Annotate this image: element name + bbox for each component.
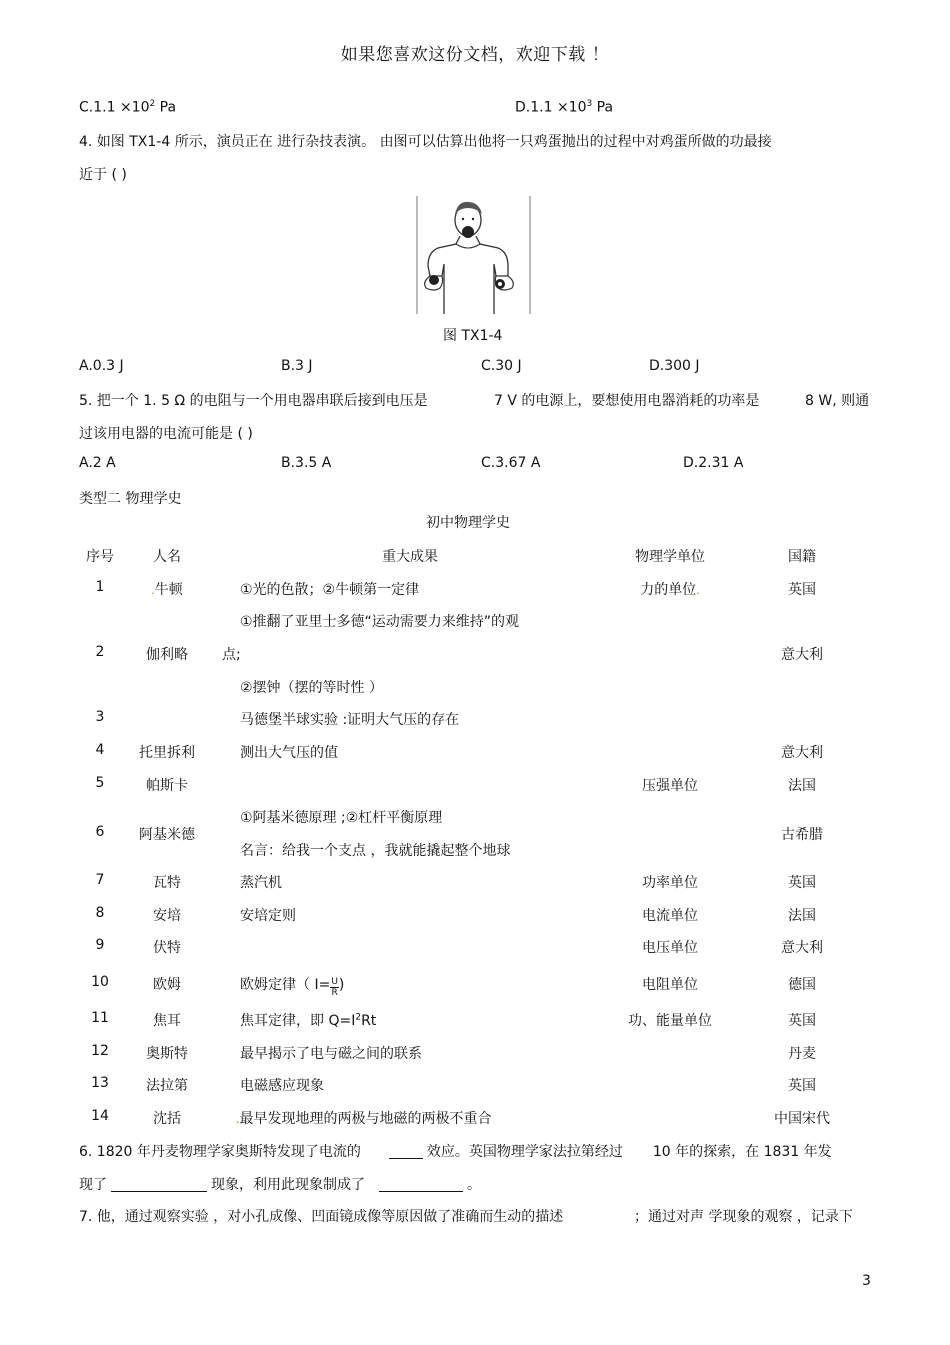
row8-name: 安培 bbox=[153, 908, 181, 924]
q4-option-d: D.300 J bbox=[649, 358, 700, 374]
row10-achievement: 欧姆定律（ I= $\frac{U}{R}$ ) bbox=[240, 977, 345, 998]
row5-nationality: 法国 bbox=[788, 778, 816, 794]
row4-achievement: 测出大气压的值 bbox=[240, 745, 338, 761]
q5-option-d: D.2.31 A bbox=[683, 455, 744, 471]
row13-no: 13 bbox=[91, 1075, 109, 1091]
row6-name: 阿基米德 bbox=[139, 827, 195, 843]
row2-achievement-line2: 点; bbox=[222, 647, 241, 663]
q5-option-c: C.3.67 A bbox=[481, 455, 541, 471]
row1-nationality: 英国 bbox=[788, 582, 816, 598]
row11-unit: 功、能量单位 bbox=[628, 1013, 712, 1029]
header-unit: 物理学单位 bbox=[635, 549, 705, 565]
row12-no: 12 bbox=[91, 1043, 109, 1059]
row8-unit: 电流单位 bbox=[642, 908, 698, 924]
row6-achievement-line2: 名言：给我一个支点 ，我就能撬起整个地球 bbox=[240, 843, 511, 859]
juggler-figure bbox=[416, 196, 531, 314]
page-number: 3 bbox=[862, 1273, 871, 1289]
row12-name: 奥斯特 bbox=[146, 1046, 188, 1062]
row5-unit: 压强单位 bbox=[642, 778, 698, 794]
q5-stem-line2: 过该用电器的电流可能是 ( ) bbox=[79, 426, 253, 442]
row12-nationality: 丹麦 bbox=[788, 1046, 816, 1062]
header-nationality: 国籍 bbox=[788, 549, 816, 565]
row5-name: 帕斯卡 bbox=[146, 778, 188, 794]
q3-option-c: $C.1.1 \times 10^2$ Pa bbox=[79, 99, 177, 116]
q6-line2: 现了 现象，利用此现象制成了 。 bbox=[79, 1177, 481, 1193]
row2-achievement-line1: ①推翻了亚里士多德“运动需要力来维持”的观 bbox=[240, 614, 520, 630]
q6-blank-3[interactable] bbox=[379, 1177, 463, 1192]
row9-name: 伏特 bbox=[153, 940, 181, 956]
row2-achievement-line3: ②摆钟（摆的等时性 ） bbox=[240, 680, 384, 696]
row1-name: .牛顿 bbox=[151, 582, 183, 598]
row14-no: 14 bbox=[91, 1108, 109, 1124]
row6-no: 6 bbox=[95, 824, 105, 840]
row1-no: 1 bbox=[95, 579, 105, 595]
row8-nationality: 法国 bbox=[788, 908, 816, 924]
row6-nationality: 古希腊 bbox=[781, 827, 823, 843]
row11-no: 11 bbox=[91, 1010, 109, 1026]
row2-name: 伽利略 bbox=[146, 647, 188, 663]
row10-name: 欧姆 bbox=[153, 977, 181, 993]
row6-achievement-line1: ①阿基米德原理 ;②杠杆平衡原理 bbox=[240, 810, 443, 826]
q4-option-a: A.0.3 J bbox=[79, 358, 124, 374]
q4-stem-line2: 近于 ( ) bbox=[79, 167, 127, 183]
row3-achievement: 马德堡半球实验 :证明大气压的存在 bbox=[240, 712, 460, 728]
q3-option-d: $D.1.1 \times 10^3$ Pa bbox=[515, 99, 614, 116]
row11-name: 焦耳 bbox=[153, 1013, 181, 1029]
row7-no: 7 bbox=[95, 872, 105, 888]
row8-no: 8 bbox=[95, 905, 105, 921]
row9-nationality: 意大利 bbox=[781, 940, 823, 956]
section-heading: 类型二 物理学史 bbox=[79, 491, 182, 507]
row13-achievement: 电磁感应现象 bbox=[240, 1078, 324, 1094]
q4-stem-line1: 4. 如图 TX1-4 所示，演员正在 进行杂技表演。 由图可以估算出他将一只鸡蛋抛出的过程中对鸡蛋所做的功最接 bbox=[79, 134, 772, 150]
row10-no: 10 bbox=[91, 974, 109, 990]
q6-blank-2[interactable] bbox=[111, 1177, 207, 1192]
header-no: 序号 bbox=[86, 549, 114, 565]
row4-name: 托里拆利 bbox=[139, 745, 195, 761]
row13-nationality: 英国 bbox=[788, 1078, 816, 1094]
row5-no: 5 bbox=[95, 775, 105, 791]
row8-achievement: 安培定则 bbox=[240, 908, 296, 924]
row14-achievement: .最早发现地理的两极与地磁的两极不重合 bbox=[236, 1111, 492, 1127]
q5-stem-line1a: 5. 把一个 1. 5 Ω 的电阻与一个用电器串联后接到电压是 bbox=[79, 393, 428, 409]
row10-nationality: 德国 bbox=[788, 977, 816, 993]
row14-nationality: 中国宋代 bbox=[774, 1111, 830, 1127]
q4-option-c: C.30 J bbox=[481, 358, 522, 374]
q6-line1: 6. 1820 年丹麦物理学家奥斯特发现了电流的 效应。英国物理学家法拉第经过 10 年的探索，在 1831 年发 bbox=[79, 1144, 832, 1160]
row7-achievement: 蒸汽机 bbox=[240, 875, 282, 891]
page-header: 如果您喜欢这份文档，欢迎下载 ！ bbox=[340, 45, 610, 65]
row9-unit: 电压单位 bbox=[642, 940, 698, 956]
header-name: 人名 bbox=[153, 549, 181, 565]
row1-unit: 力的单位. bbox=[640, 582, 700, 598]
row1-achievement: ①光的色散；②牛顿第一定律 bbox=[240, 582, 420, 598]
row2-no: 2 bbox=[95, 644, 105, 660]
row10-unit: 电阻单位 bbox=[642, 977, 698, 993]
row2-nationality: 意大利 bbox=[781, 647, 823, 663]
row9-no: 9 bbox=[95, 937, 105, 953]
row4-nationality: 意大利 bbox=[781, 745, 823, 761]
q4-option-b: B.3 J bbox=[281, 358, 313, 374]
row13-name: 法拉第 bbox=[146, 1078, 188, 1094]
row14-name: 沈括 bbox=[153, 1111, 181, 1127]
q7-line1a: 7. 他，通过观察实验 ，对小孔成像、凹面镜成像等原因做了准确而生动的描述 bbox=[79, 1209, 564, 1225]
q5-stem-line1c: 8 W, 则通 bbox=[805, 393, 870, 409]
row3-no: 3 bbox=[95, 709, 105, 725]
figure-caption: 图 TX1-4 bbox=[443, 328, 503, 344]
row11-nationality: 英国 bbox=[788, 1013, 816, 1029]
row12-achievement: 最早揭示了电与磁之间的联系 bbox=[240, 1046, 422, 1062]
row7-unit: 功率单位 bbox=[642, 875, 698, 891]
header-achievement: 重大成果 bbox=[382, 549, 438, 565]
q5-option-b: B.3.5 A bbox=[281, 455, 332, 471]
row4-no: 4 bbox=[95, 742, 105, 758]
q7-line1b: ；通过对声 学现象的观察 ，记录下 bbox=[634, 1209, 853, 1225]
table-title: 初中物理学史 bbox=[426, 515, 510, 531]
row7-nationality: 英国 bbox=[788, 875, 816, 891]
q5-option-a: A.2 A bbox=[79, 455, 116, 471]
q5-stem-line1b: 7 V 的电源上，要想使用电器消耗的功率是 bbox=[494, 393, 760, 409]
ohm-law-fraction: $\frac{U}{R}$ bbox=[331, 977, 338, 998]
row7-name: 瓦特 bbox=[153, 875, 181, 891]
row11-achievement: 焦耳定律，即 $Q=I^2Rt$ bbox=[240, 1012, 377, 1029]
q6-blank-1[interactable] bbox=[389, 1144, 423, 1159]
